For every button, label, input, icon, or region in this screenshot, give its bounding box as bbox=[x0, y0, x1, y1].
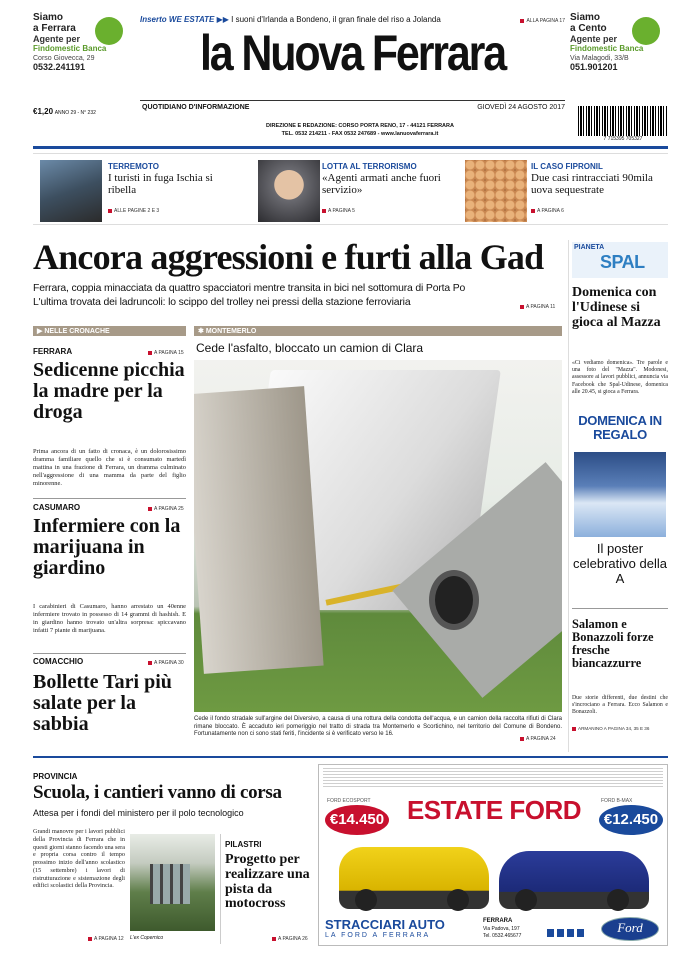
cronache-section-bar bbox=[33, 326, 186, 336]
yellow-car bbox=[339, 847, 489, 909]
provincia-body: Grandi manovre per i lavori pubblici della Provincia di Ferrara che in questi giorni stanno facendo una sera e propria corsa contro il tempo prossimo inizio dell'anno scolastico (15 settembre) i lavori di ristrutturazione e sistemazione degli edifici scolastici della Provincia. bbox=[33, 828, 125, 890]
left-ad-box[interactable] bbox=[33, 13, 131, 93]
story-1-ref: A PAGINA 15 bbox=[148, 350, 184, 356]
photo-caption: Cede il fondo stradale sull'argine del Diversivo, a causa di una rottura della condotta dell'acqua, e un camion della raccolta rifiuti di Clara rimane bloccato. È accaduto ieri pomeriggio nel tratto di strada tra Montemerlo e Scortichino, nel territorio del Comune di Bondeno. Fortunatamente non ci sono stati feriti, l'incidente si è verificato verso le 16. bbox=[194, 716, 562, 737]
blue-car bbox=[499, 851, 649, 909]
copernico-photo[interactable] bbox=[130, 834, 215, 931]
ad-right-address: Via Malagodi, 33/B bbox=[570, 55, 629, 62]
pilastri-headline: Progetto per realizzare una pista da motocross bbox=[225, 852, 310, 912]
arrow-icon: ▶ bbox=[37, 328, 43, 335]
story-3-place: COMACCHIO bbox=[33, 657, 84, 666]
photo-caption-copernico: L'ex Copernico bbox=[130, 935, 164, 941]
ad-left-line3: Agente per bbox=[33, 34, 81, 44]
teaser-1[interactable] bbox=[40, 160, 250, 222]
dealer-name: STRACCIARI AUTO bbox=[325, 917, 445, 932]
ford-title: ESTATE FORD bbox=[406, 795, 582, 825]
masthead-date: GIOVEDÌ 24 AGOSTO 2017 bbox=[477, 104, 565, 111]
ad-right-line2: a Cento bbox=[570, 22, 607, 34]
story-1-body: Prima ancora di un fatto di cronaca, è un dolorosissimo dramma familiare quello che si è consumato martedì mattina in una frazione di Ferrara, un dramma culminato nell'aggressione di una mamma da parte del figlio minorenne. bbox=[33, 448, 186, 487]
truck-photo[interactable] bbox=[194, 360, 562, 712]
price: €1,20 bbox=[33, 107, 54, 116]
main-deck2: L'ultima trovata dei ladruncoli: lo scippo del trolley nei pressi della stazione ferroviaria bbox=[33, 297, 411, 308]
team-poster-photo bbox=[574, 452, 666, 537]
barcode bbox=[578, 106, 668, 136]
main-deck: Ferrara, coppia minacciata da quattro spacciatori mentre transita in bici nel sottomura di Porta Po bbox=[33, 283, 466, 294]
cronache-section-label: NELLE CRONACHE bbox=[44, 328, 110, 335]
teaser-3-ref: A PAGINA 6 bbox=[531, 208, 564, 214]
pilastri-place: PILASTRI bbox=[225, 840, 262, 849]
masthead-address: DIREZIONE E REDAZIONE: CORSO PORTA RENO, 17 - 44121 FERRARA bbox=[266, 123, 454, 129]
provincia-ref: A PAGINA 12 bbox=[88, 936, 124, 942]
car-wheel-icon bbox=[515, 889, 537, 911]
pianeta-label: PIANETA bbox=[574, 244, 605, 251]
top-banner-arrow-icon: ▶▶ bbox=[216, 15, 229, 24]
dealer-city: FERRARA bbox=[483, 918, 513, 924]
story-2-ref: A PAGINA 25 bbox=[148, 506, 184, 512]
story-1-place: FERRARA bbox=[33, 347, 73, 356]
teaser-3[interactable] bbox=[465, 160, 665, 222]
provincia-section: PROVINCIA bbox=[33, 772, 78, 781]
spal-promo[interactable] bbox=[572, 412, 668, 602]
car-wheel-icon bbox=[447, 889, 469, 911]
ad-left-address: Corso Giovecca, 29 bbox=[33, 55, 95, 62]
ford-ad[interactable] bbox=[318, 764, 668, 946]
spal-body2: Due storie differenti, due destini che s'incrociano a Ferrara. Ecco Salamon e Bonazzoli. bbox=[572, 695, 668, 716]
top-banner-ref: ALLA PAGINA 17 bbox=[520, 18, 565, 24]
masthead-title: la Nuova Ferrara bbox=[199, 25, 505, 81]
story-2-headline: Infermiere con la marijuana in giardino bbox=[33, 515, 181, 580]
ad-right-line1: Siamo bbox=[570, 12, 601, 23]
top-banner-text: I suoni d'Irlanda a Bondeno, il gran finale del riso a Jolanda bbox=[231, 15, 441, 24]
story-3-headline: Bollette Tari più salate per la sabbia bbox=[33, 671, 172, 736]
masthead-subtitle: QUOTIDIANO D'INFORMAZIONE bbox=[142, 104, 250, 111]
photo-headline[interactable]: Cede l'asfalto, bloccato un camion di Clara bbox=[196, 341, 424, 355]
spal-body: «Ci vediamo domenica». Tre parole e una foto del "Mazza". Modonesi, assessore ai lavori pubblici, annuncia via Facebook che Spal-Udinese, domenica alle 20.45, si gioca a Ferrara. bbox=[572, 360, 668, 395]
truck-rear bbox=[194, 386, 324, 674]
findomestic-logo-icon bbox=[95, 17, 123, 45]
montemerlo-section-label: MONTEMERLO bbox=[205, 328, 257, 335]
dealer-street: Via Padova, 197 bbox=[483, 926, 520, 932]
truck-wheel bbox=[429, 570, 479, 630]
masthead-contacts: TEL. 0532 214211 - FAX 0532 247689 - www.lanuovaferrara.it bbox=[281, 131, 439, 137]
teaser-1-kicker: TERREMOTO bbox=[108, 162, 159, 171]
price-left-label: FORD ECOSPORT bbox=[327, 798, 371, 804]
ad-left-line1: Siamo bbox=[33, 12, 64, 23]
story-1-headline: Sedicenne picchia la madre per la droga bbox=[33, 359, 185, 424]
main-ref: A PAGINA 11 bbox=[520, 304, 555, 310]
story-2-place: CASUMARO bbox=[33, 503, 81, 512]
ad-right-phone: 051.901201 bbox=[570, 62, 618, 72]
ford-ad-fineprint bbox=[323, 768, 663, 788]
teaser-2-kicker: LOTTA AL TERRORISMO bbox=[322, 162, 417, 171]
social-icons bbox=[547, 929, 587, 937]
dealer-tag: LA FORD A FERRARA bbox=[325, 932, 431, 939]
provincia-deck: Attesa per i fondi del ministero per il polo tecnologico bbox=[33, 808, 244, 818]
pilastri-ref: A PAGINA 26 bbox=[272, 936, 308, 942]
photo-ref: A PAGINA 24 bbox=[520, 736, 556, 742]
price-box bbox=[33, 107, 133, 116]
ad-right-brand: Findomestic Banca bbox=[570, 44, 644, 53]
ad-right-line3: Agente per bbox=[570, 34, 618, 44]
car-wheel-icon bbox=[607, 889, 629, 911]
ad-left-brand: Findomestic Banca bbox=[33, 44, 107, 53]
teaser-1-ref: ALLE PAGINE 2 E 3 bbox=[108, 208, 159, 214]
price-right-label: FORD B-MAX bbox=[601, 798, 633, 804]
story-3-ref: A PAGINA 30 bbox=[148, 660, 184, 666]
issue-number: ANNO 29 - N° 232 bbox=[54, 110, 96, 116]
teaser-2-ref: A PAGINA 5 bbox=[322, 208, 355, 214]
spal-headline2[interactable]: Salamon e Bonazzoli forze fresche biancazzurre bbox=[572, 617, 654, 671]
teaser-3-photo bbox=[465, 160, 527, 222]
findomestic-logo-icon bbox=[632, 17, 660, 45]
price-left: €14.450 bbox=[329, 811, 385, 828]
teaser-1-headline: I turisti in fuga Ischia si ribella bbox=[108, 172, 213, 197]
montemerlo-section-bar bbox=[194, 326, 562, 336]
teaser-2[interactable] bbox=[258, 160, 468, 222]
ad-left-line2: a Ferrara bbox=[33, 22, 76, 34]
spal-promo-title: DOMENICA IN REGALO bbox=[578, 413, 662, 442]
ford-logo-text: Ford bbox=[617, 920, 643, 935]
provincia-headline[interactable]: Scuola, i cantieri vanno di corsa bbox=[33, 782, 282, 803]
teaser-2-photo bbox=[258, 160, 320, 222]
top-banner-label: Inserto WE ESTATE bbox=[140, 15, 215, 24]
teaser-3-kicker: IL CASO FIPRONIL bbox=[531, 162, 603, 171]
star-icon: ✱ bbox=[198, 328, 204, 335]
right-ad-box[interactable] bbox=[570, 13, 668, 93]
price-right: €12.450 bbox=[603, 811, 659, 828]
pianeta-spal-logo[interactable] bbox=[572, 242, 668, 278]
car-wheel-icon bbox=[355, 889, 377, 911]
spal-label: SPAL bbox=[600, 252, 645, 272]
teaser-2-headline: «Agenti armati anche fuori servizio» bbox=[322, 172, 441, 197]
teaser-3-headline: Due casi rintracciati 90mila uova sequestrate bbox=[531, 172, 653, 197]
teaser-1-photo bbox=[40, 160, 102, 222]
spal-promo-text: Il poster celebrativo della A bbox=[573, 541, 667, 586]
spal-headline[interactable]: Domenica con l'Udinese si gioca al Mazza bbox=[572, 285, 661, 330]
barcode-digits: 7 715395 705327 bbox=[603, 136, 643, 142]
building-window bbox=[150, 864, 190, 904]
main-headline[interactable]: Ancora aggressioni e furti alla Gad bbox=[33, 237, 544, 277]
story-2-body: I carabinieri di Casumaro, hanno arrestato un 40enne infermiere trovato in possesso di 14 grammi di hashish. E in giardino hanno trovato un'altra sorpresa: spiccavano infatti 7 piante di marijuana. bbox=[33, 603, 186, 634]
ad-left-phone: 0532.241191 bbox=[33, 62, 86, 72]
spal-ref2: ARMANINO A PAGINA 34, 35 E 36 bbox=[572, 726, 649, 731]
dealer-phone: Tel. 0532.465677 bbox=[483, 933, 522, 939]
